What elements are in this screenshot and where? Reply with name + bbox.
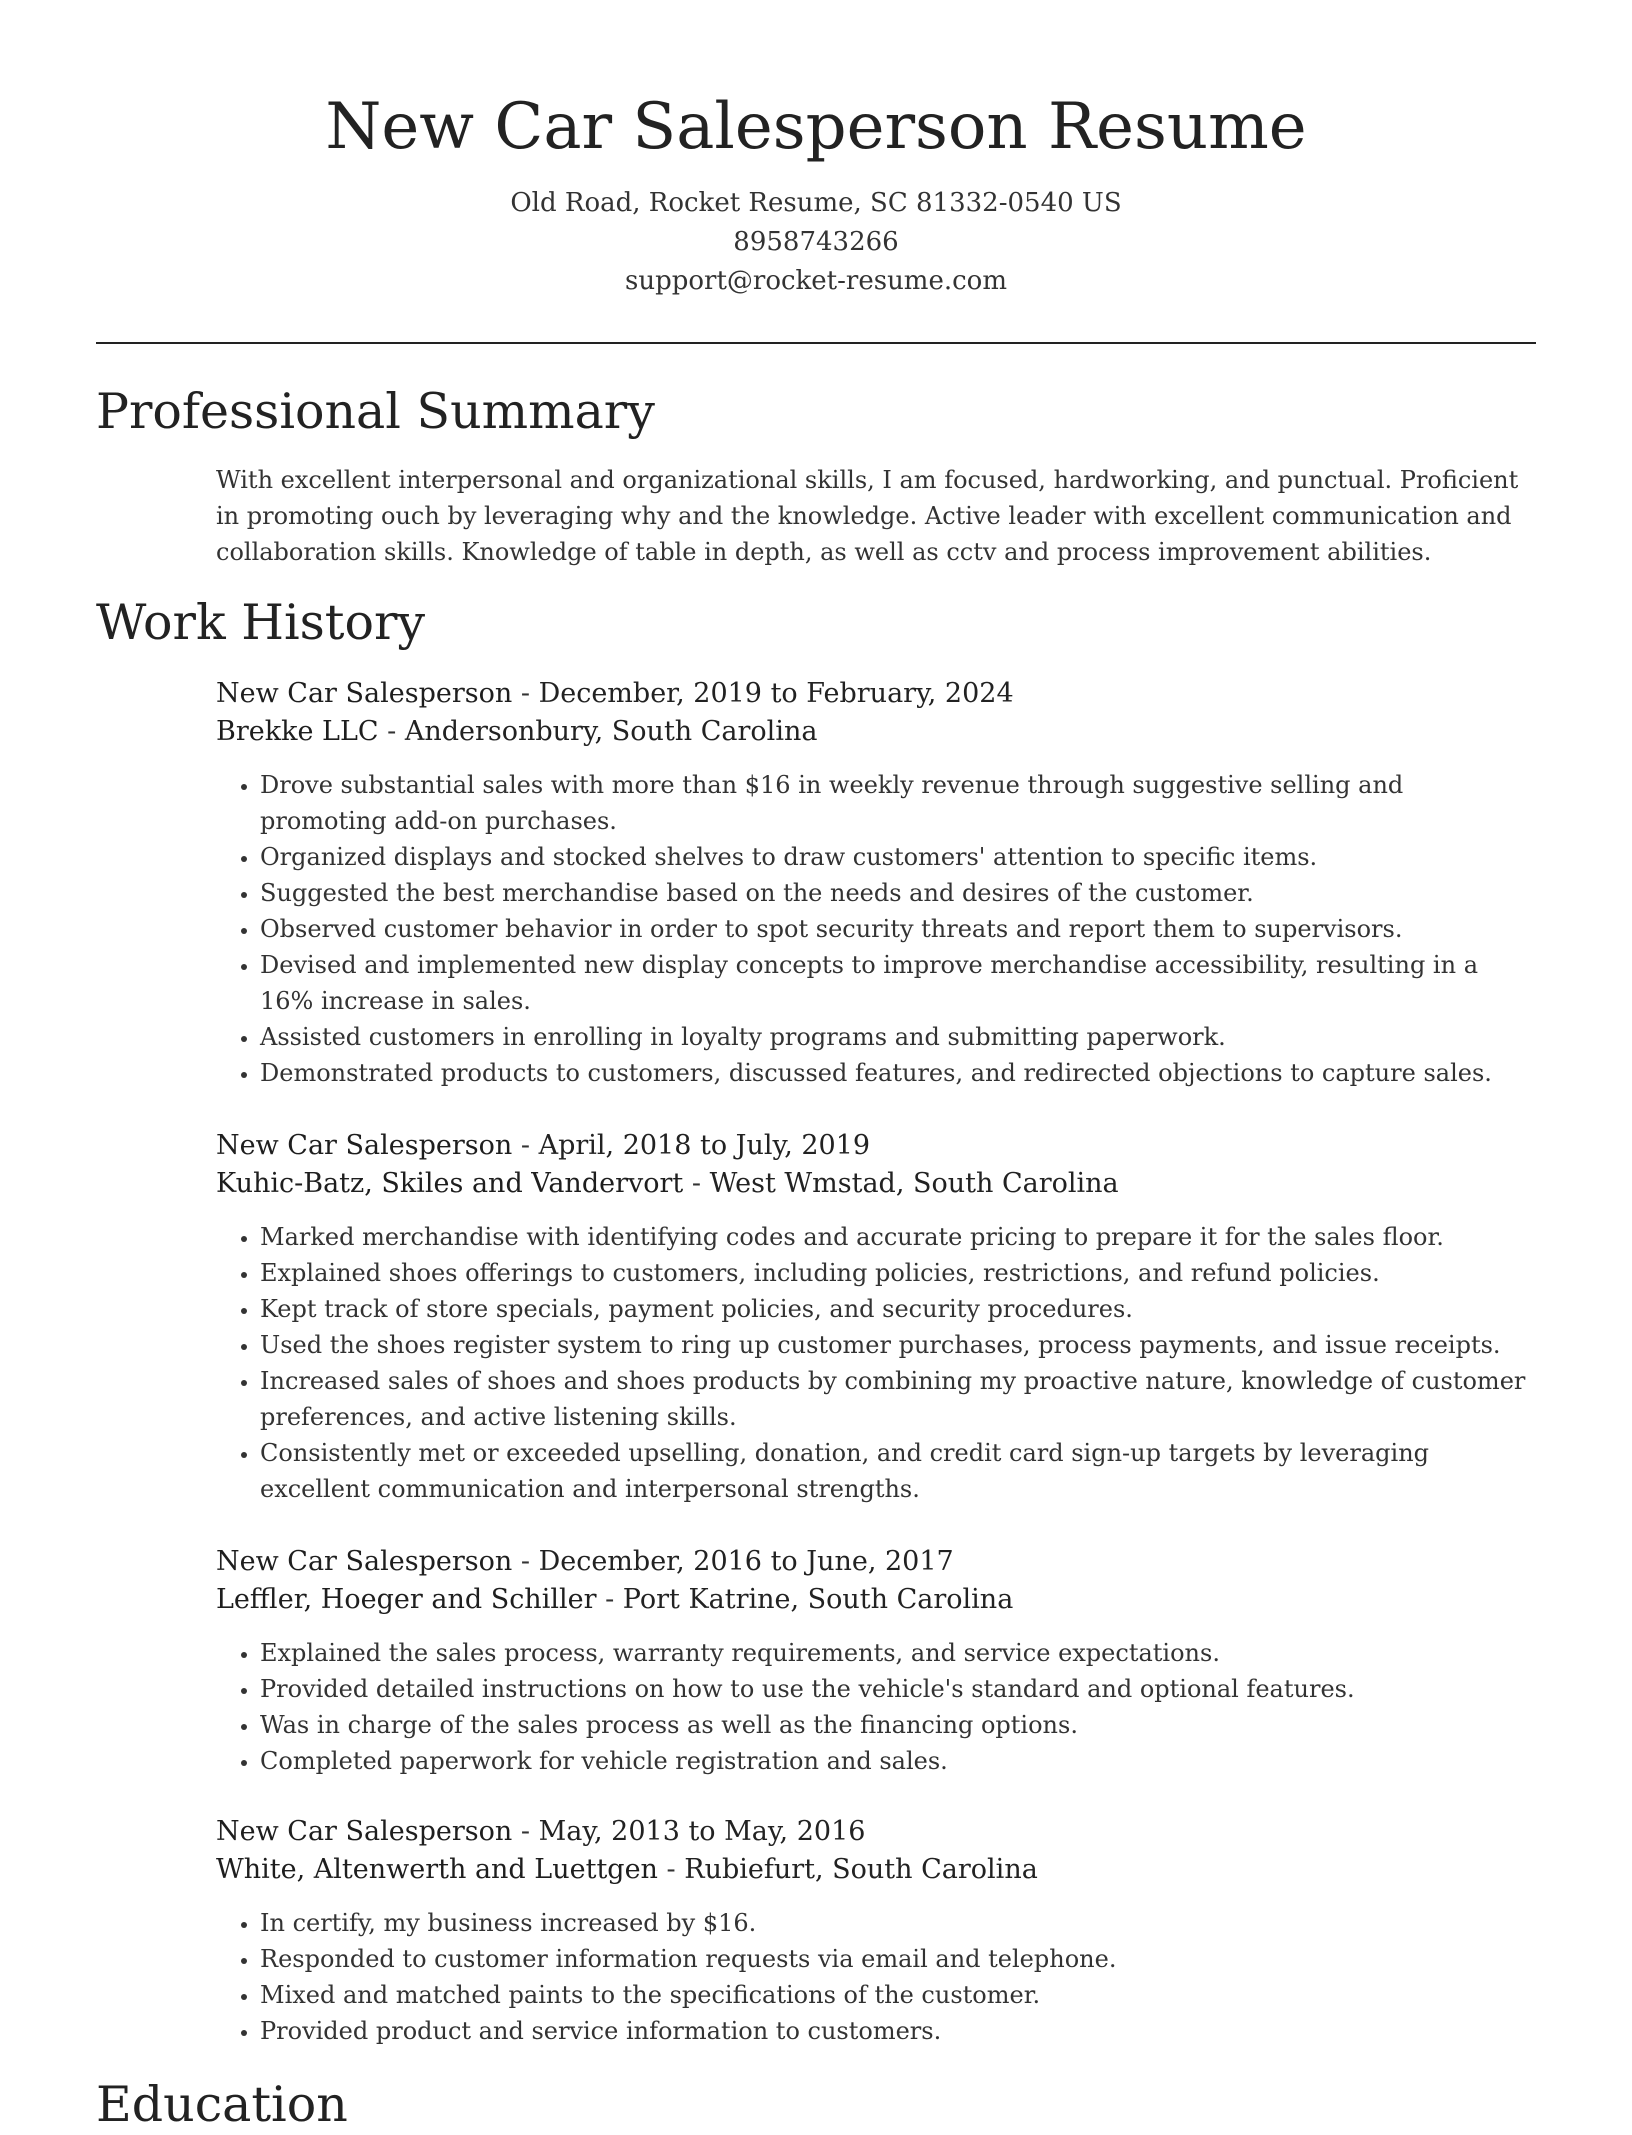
separator: - bbox=[512, 678, 539, 709]
job-title: New Car Salesperson bbox=[216, 678, 513, 709]
job-entry bbox=[216, 1543, 1536, 1779]
job-bullet: • Kept track of store specials, payment policies, and security procedures. bbox=[260, 1291, 1536, 1327]
job-bullet: • Provided detailed instructions on how to use the vehicle's standard and optional features. bbox=[260, 1671, 1536, 1707]
job-bullet: • Used the shoes register system to ring up customer purchases, process payments, and issue receipts. bbox=[260, 1327, 1536, 1363]
job-bullets bbox=[216, 767, 1536, 1091]
job-location: Rubiefurt, South Carolina bbox=[684, 1854, 1038, 1885]
job-bullet: • Completed paperwork for vehicle registration and sales. bbox=[260, 1743, 1536, 1779]
job-title: New Car Salesperson bbox=[216, 1816, 513, 1847]
contact-email: support@rocket-resume.com bbox=[624, 266, 1007, 296]
job-company-line bbox=[216, 1851, 1536, 1889]
job-title-line bbox=[216, 1543, 1536, 1581]
summary-text: With excellent interpersonal and organizational skills, I am focused, hardworking, and punctual. Proficient in promoting ouch by leveraging why and the knowledge. Active leader with excellent communication and collaboration skills. Knowledge of table in depth, as well as cctv and process improvement abilities. bbox=[216, 466, 1519, 566]
separator: - bbox=[683, 1168, 710, 1199]
job-bullets bbox=[216, 1905, 1536, 2049]
separator: - bbox=[596, 1584, 623, 1615]
separator: - bbox=[657, 1854, 685, 1885]
job-location: Andersonbury, South Carolina bbox=[404, 716, 818, 747]
job-bullet: • Devised and implemented new display concepts to improve merchandise accessibility, resulting in a 16% increase in sales. bbox=[260, 947, 1536, 1019]
separator: - bbox=[512, 1546, 539, 1577]
contact-info bbox=[0, 184, 1632, 301]
work-history-heading: Work History bbox=[96, 594, 426, 651]
job-location: Port Katrine, South Carolina bbox=[622, 1584, 1014, 1615]
job-bullet: • Provided product and service information to customers. bbox=[260, 2013, 1536, 2049]
education-heading: Education bbox=[96, 2076, 348, 2133]
resume-title: New Car Salesperson Resume bbox=[325, 90, 1307, 164]
job-bullets bbox=[216, 1219, 1536, 1507]
job-title-line bbox=[216, 1127, 1536, 1165]
job-location: West Wmstad, South Carolina bbox=[709, 1168, 1119, 1199]
job-bullet: • Drove substantial sales with more than $16 in weekly revenue through suggestive selling and promoting add-on purchases. bbox=[260, 767, 1536, 839]
job-title-line bbox=[216, 1813, 1536, 1851]
job-bullet: • Explained the sales process, warranty requirements, and service expectations. bbox=[260, 1635, 1536, 1671]
job-company: Brekke LLC bbox=[216, 716, 379, 747]
job-bullet: • Observed customer behavior in order to spot security threats and report them to supervisors. bbox=[260, 911, 1536, 947]
job-bullet: • Demonstrated products to customers, discussed features, and redirected objections to capture sales. bbox=[260, 1055, 1536, 1091]
job-bullet: • Suggested the best merchandise based on the needs and desires of the customer. bbox=[260, 875, 1536, 911]
job-company-line bbox=[216, 1165, 1536, 1203]
job-entry bbox=[216, 1127, 1536, 1507]
job-dates: December, 2019 to February, 2024 bbox=[538, 678, 1014, 709]
separator: - bbox=[512, 1816, 539, 1847]
job-bullet: • Organized displays and stocked shelves to draw customers' attention to specific items. bbox=[260, 839, 1536, 875]
job-dates: April, 2018 to July, 2019 bbox=[538, 1130, 871, 1161]
job-company-line bbox=[216, 1581, 1536, 1619]
resume-header bbox=[0, 84, 1632, 301]
job-dates: May, 2013 to May, 2016 bbox=[538, 1816, 866, 1847]
summary-heading: Professional Summary bbox=[96, 383, 655, 440]
job-bullet: • Was in charge of the sales process as well as the financing options. bbox=[260, 1707, 1536, 1743]
job-bullet: • Marked merchandise with identifying codes and accurate pricing to prepare it for the sales floor. bbox=[260, 1219, 1536, 1255]
contact-address: Old Road, Rocket Resume, SC 81332-0540 US bbox=[510, 188, 1122, 218]
job-company-line bbox=[216, 713, 1536, 751]
job-company: Kuhic-Batz, Skiles and Vandervort bbox=[216, 1168, 684, 1199]
separator: - bbox=[512, 1130, 539, 1161]
job-bullet: • Consistently met or exceeded upselling, donation, and credit card sign-up targets by leveraging excellent communication and interpersonal strengths. bbox=[260, 1435, 1536, 1507]
contact-phone: 8958743266 bbox=[733, 227, 899, 257]
job-bullet: • Assisted customers in enrolling in loyalty programs and submitting paperwork. bbox=[260, 1019, 1536, 1055]
job-bullet: • Mixed and matched paints to the specifications of the customer. bbox=[260, 1977, 1536, 2013]
job-bullets bbox=[216, 1635, 1536, 1779]
job-company: Leffler, Hoeger and Schiller bbox=[216, 1584, 597, 1615]
job-title-line bbox=[216, 675, 1536, 713]
job-bullet: • In certify, my business increased by $16. bbox=[260, 1905, 1536, 1941]
job-entry bbox=[216, 1813, 1536, 2049]
job-bullet: • Explained shoes offerings to customers, including policies, restrictions, and refund policies. bbox=[260, 1255, 1536, 1291]
job-title: New Car Salesperson bbox=[216, 1130, 513, 1161]
job-entry bbox=[216, 675, 1536, 1091]
job-bullet: • Responded to customer information requests via email and telephone. bbox=[260, 1941, 1536, 1977]
job-bullet: • Increased sales of shoes and shoes products by combining my proactive nature, knowledge of customer preferences, and active listening skills. bbox=[260, 1363, 1536, 1435]
separator: - bbox=[378, 716, 405, 747]
header-divider bbox=[96, 342, 1536, 344]
job-company: White, Altenwerth and Luettgen bbox=[216, 1854, 658, 1885]
job-dates: December, 2016 to June, 2017 bbox=[538, 1546, 954, 1577]
job-title: New Car Salesperson bbox=[216, 1546, 513, 1577]
